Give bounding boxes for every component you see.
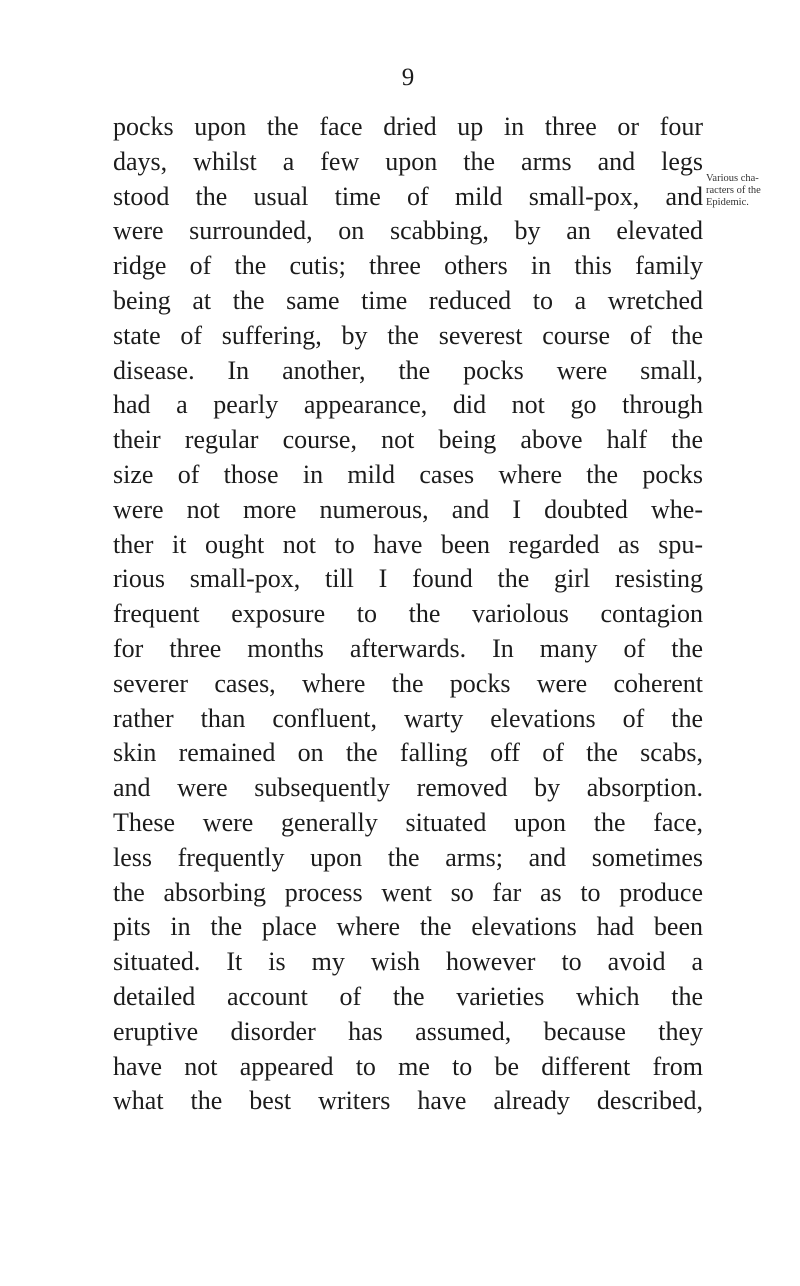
- text-line: had a pearly appearance, did not go through: [113, 390, 703, 420]
- text-line: frequent exposure to the variolous contagion: [113, 599, 703, 629]
- text-line: for three months afterwards. In many of the: [113, 633, 703, 663]
- marginal-note-line: Epidemic.: [706, 197, 749, 208]
- text-line: were surrounded, on scabbing, by an elevated: [113, 216, 703, 246]
- text-line: pits in the place where the elevations had been: [113, 912, 703, 942]
- text-line: rious small-pox, till I found the girl resisting: [113, 564, 703, 594]
- text-line: and were subsequently removed by absorption.: [113, 773, 703, 803]
- text-line: rather than confluent, warty elevations of the: [113, 703, 703, 733]
- text-line: have not appeared to me to be different from: [113, 1051, 703, 1081]
- page-number: 9: [401, 64, 415, 91]
- text-line: ther it ought not to have been regarded as spu-: [113, 529, 703, 559]
- text-line: size of those in mild cases where the pocks: [113, 459, 703, 489]
- text-line: eruptive disorder has assumed, because they: [113, 1016, 703, 1046]
- text-line: were not more numerous, and I doubted whe-: [113, 494, 703, 524]
- body-text: [113, 110, 703, 1119]
- text-line: disease. In another, the pocks were small,: [113, 355, 703, 385]
- text-line: less frequently upon the arms; and sometimes: [113, 842, 703, 872]
- marginal-note-line: racters of the: [706, 185, 761, 196]
- text-line: what the best writers have already described,: [113, 1086, 703, 1116]
- marginal-note-line: Various cha-: [706, 173, 759, 184]
- text-line: their regular course, not being above half the: [113, 425, 703, 455]
- text-line: severer cases, where the pocks were coherent: [113, 668, 703, 698]
- text-line: These were generally situated upon the face,: [113, 807, 703, 837]
- text-line: being at the same time reduced to a wretched: [113, 285, 703, 315]
- text-line: days, whilst a few upon the arms and legs: [113, 146, 703, 176]
- text-line: stood the usual time of mild small-pox, and: [113, 181, 703, 211]
- text-line: state of suffering, by the severest course of the: [113, 320, 703, 350]
- marginal-note: [706, 173, 796, 209]
- text-line: situated. It is my wish however to avoid a: [113, 947, 703, 977]
- text-line: ridge of the cutis; three others in this family: [113, 251, 703, 281]
- text-line: pocks upon the face dried up in three or four: [113, 112, 703, 141]
- text-line: the absorbing process went so far as to produce: [113, 877, 703, 907]
- text-line: detailed account of the varieties which the: [113, 981, 703, 1011]
- text-line: skin remained on the falling off of the scabs,: [113, 738, 703, 768]
